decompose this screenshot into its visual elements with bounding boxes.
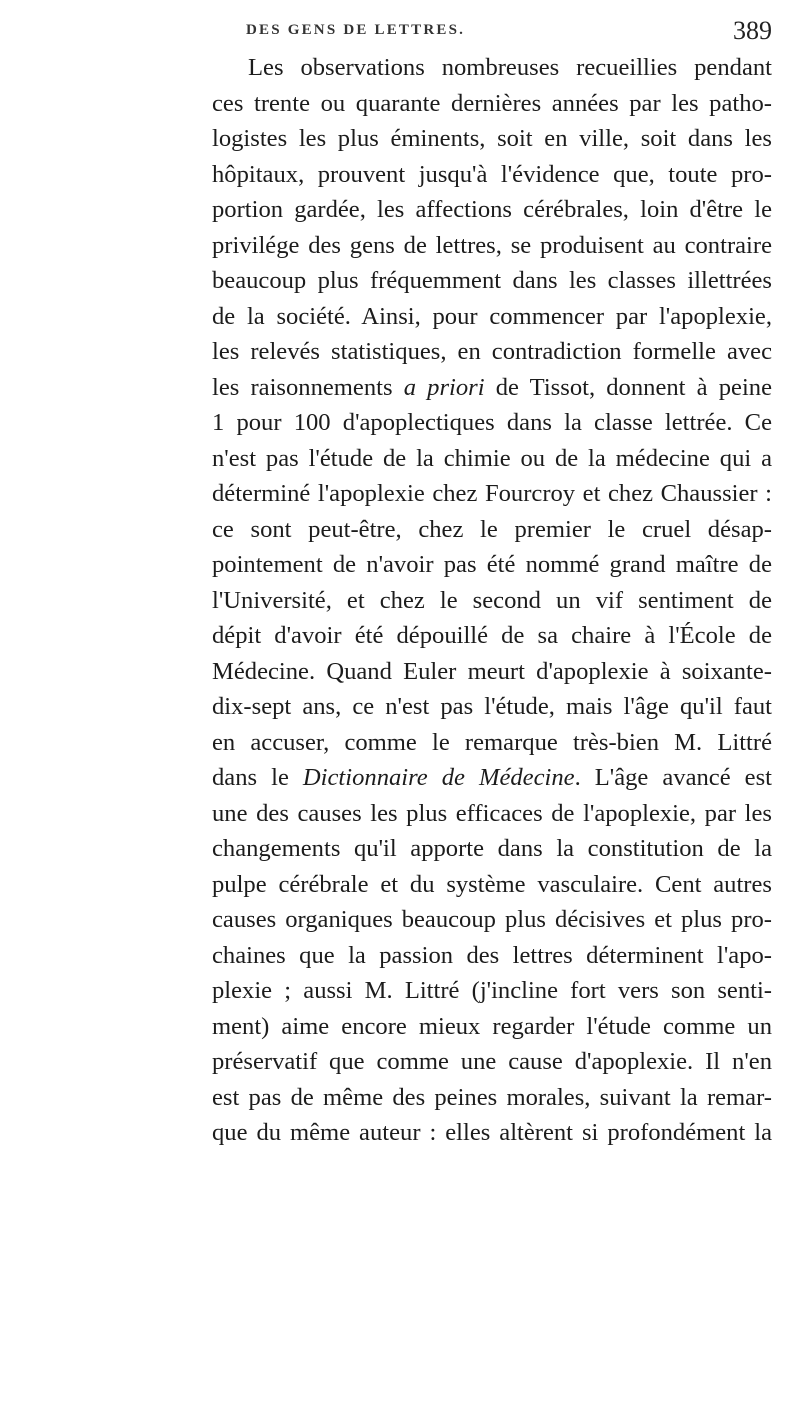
text-line: ce sont peut-être, chez le premier le cruel désap- [212, 515, 772, 543]
italic-phrase: Dictionnaire de Médecine [302, 764, 575, 791]
text-line: privilége des gens de lettres, se produisent au contraire [212, 231, 772, 259]
text-line: ment) aime encore mieux regarder l'étude comme un [212, 1012, 772, 1040]
text-line: que du même auteur : elles altèrent si profondément la [212, 1119, 772, 1146]
text-line: dix-sept ans, ce n'est pas l'étude, mais l'âge qu'il faut [212, 693, 772, 720]
running-head [246, 16, 772, 44]
text-line: Les observations nombreuses recueillies pendant [248, 54, 772, 81]
text-segment: de Tissot, donnent à peine [484, 373, 772, 401]
text-line: est pas de même des peines morales, suivant la remar- [212, 1083, 772, 1111]
text-segment: . L'âge avancé est [574, 764, 772, 791]
text-line: 1 pour 100 d'apoplectiques dans la classe lettrée. Ce [212, 409, 772, 436]
running-title: DES GENS DE LETTRES. [246, 22, 466, 38]
text-line: en accuser, comme le remarque très-bien M. Littré [212, 728, 772, 756]
text-line [212, 370, 772, 406]
text-line: plexie ; aussi M. Littré (j'incline fort vers son senti- [212, 977, 772, 1004]
text-segment: dans le [212, 764, 303, 791]
text-line: beaucoup plus fréquemment dans les classes illettrées [212, 267, 772, 294]
text-line: déterminé l'apoplexie chez Fourcroy et chez Chaussier : [212, 480, 772, 507]
text-line: logistes les plus éminents, soit en ville, soit dans les [212, 125, 772, 152]
text-line: n'est pas l'étude de la chimie ou de la médecine qui a [212, 444, 772, 472]
text-line: causes organiques beaucoup plus décisives et plus pro- [212, 906, 772, 933]
text-line [212, 760, 772, 796]
text-line: préservatif que comme une cause d'apoplexie. Il n'en [212, 1048, 772, 1075]
text-line: les relevés statistiques, en contradiction formelle avec [212, 338, 772, 365]
text-line: ces trente ou quarante dernières années par les patho- [212, 89, 772, 117]
text-line: une des causes les plus efficaces de l'apoplexie, par les [212, 799, 772, 827]
text-line: Médecine. Quand Euler meurt d'apoplexie à soixante- [212, 657, 772, 685]
italic-phrase: a priori [403, 373, 485, 401]
text-segment: les raisonnements [212, 373, 404, 401]
page-number: 389 [733, 16, 772, 45]
text-line: de la société. Ainsi, pour commencer par l'apoplexie, [212, 302, 772, 330]
text-line: hôpitaux, prouvent jusqu'à l'évidence que, toute pro- [212, 160, 772, 188]
text-line: portion gardée, les affections cérébrales, loin d'être le [212, 196, 772, 223]
body-text [212, 50, 772, 1151]
text-line: pointement de n'avoir pas été nommé grand maître de [212, 551, 772, 578]
text-line: chaines que la passion des lettres déterminent l'apo- [212, 941, 772, 969]
text-line: dépit d'avoir été dépouillé de sa chaire à l'École de [212, 622, 772, 649]
text-line: pulpe cérébrale et du système vasculaire. Cent autres [212, 870, 772, 898]
text-line: changements qu'il apporte dans la constitution de la [212, 835, 772, 862]
text-line: l'Université, et chez le second un vif sentiment de [212, 586, 772, 614]
